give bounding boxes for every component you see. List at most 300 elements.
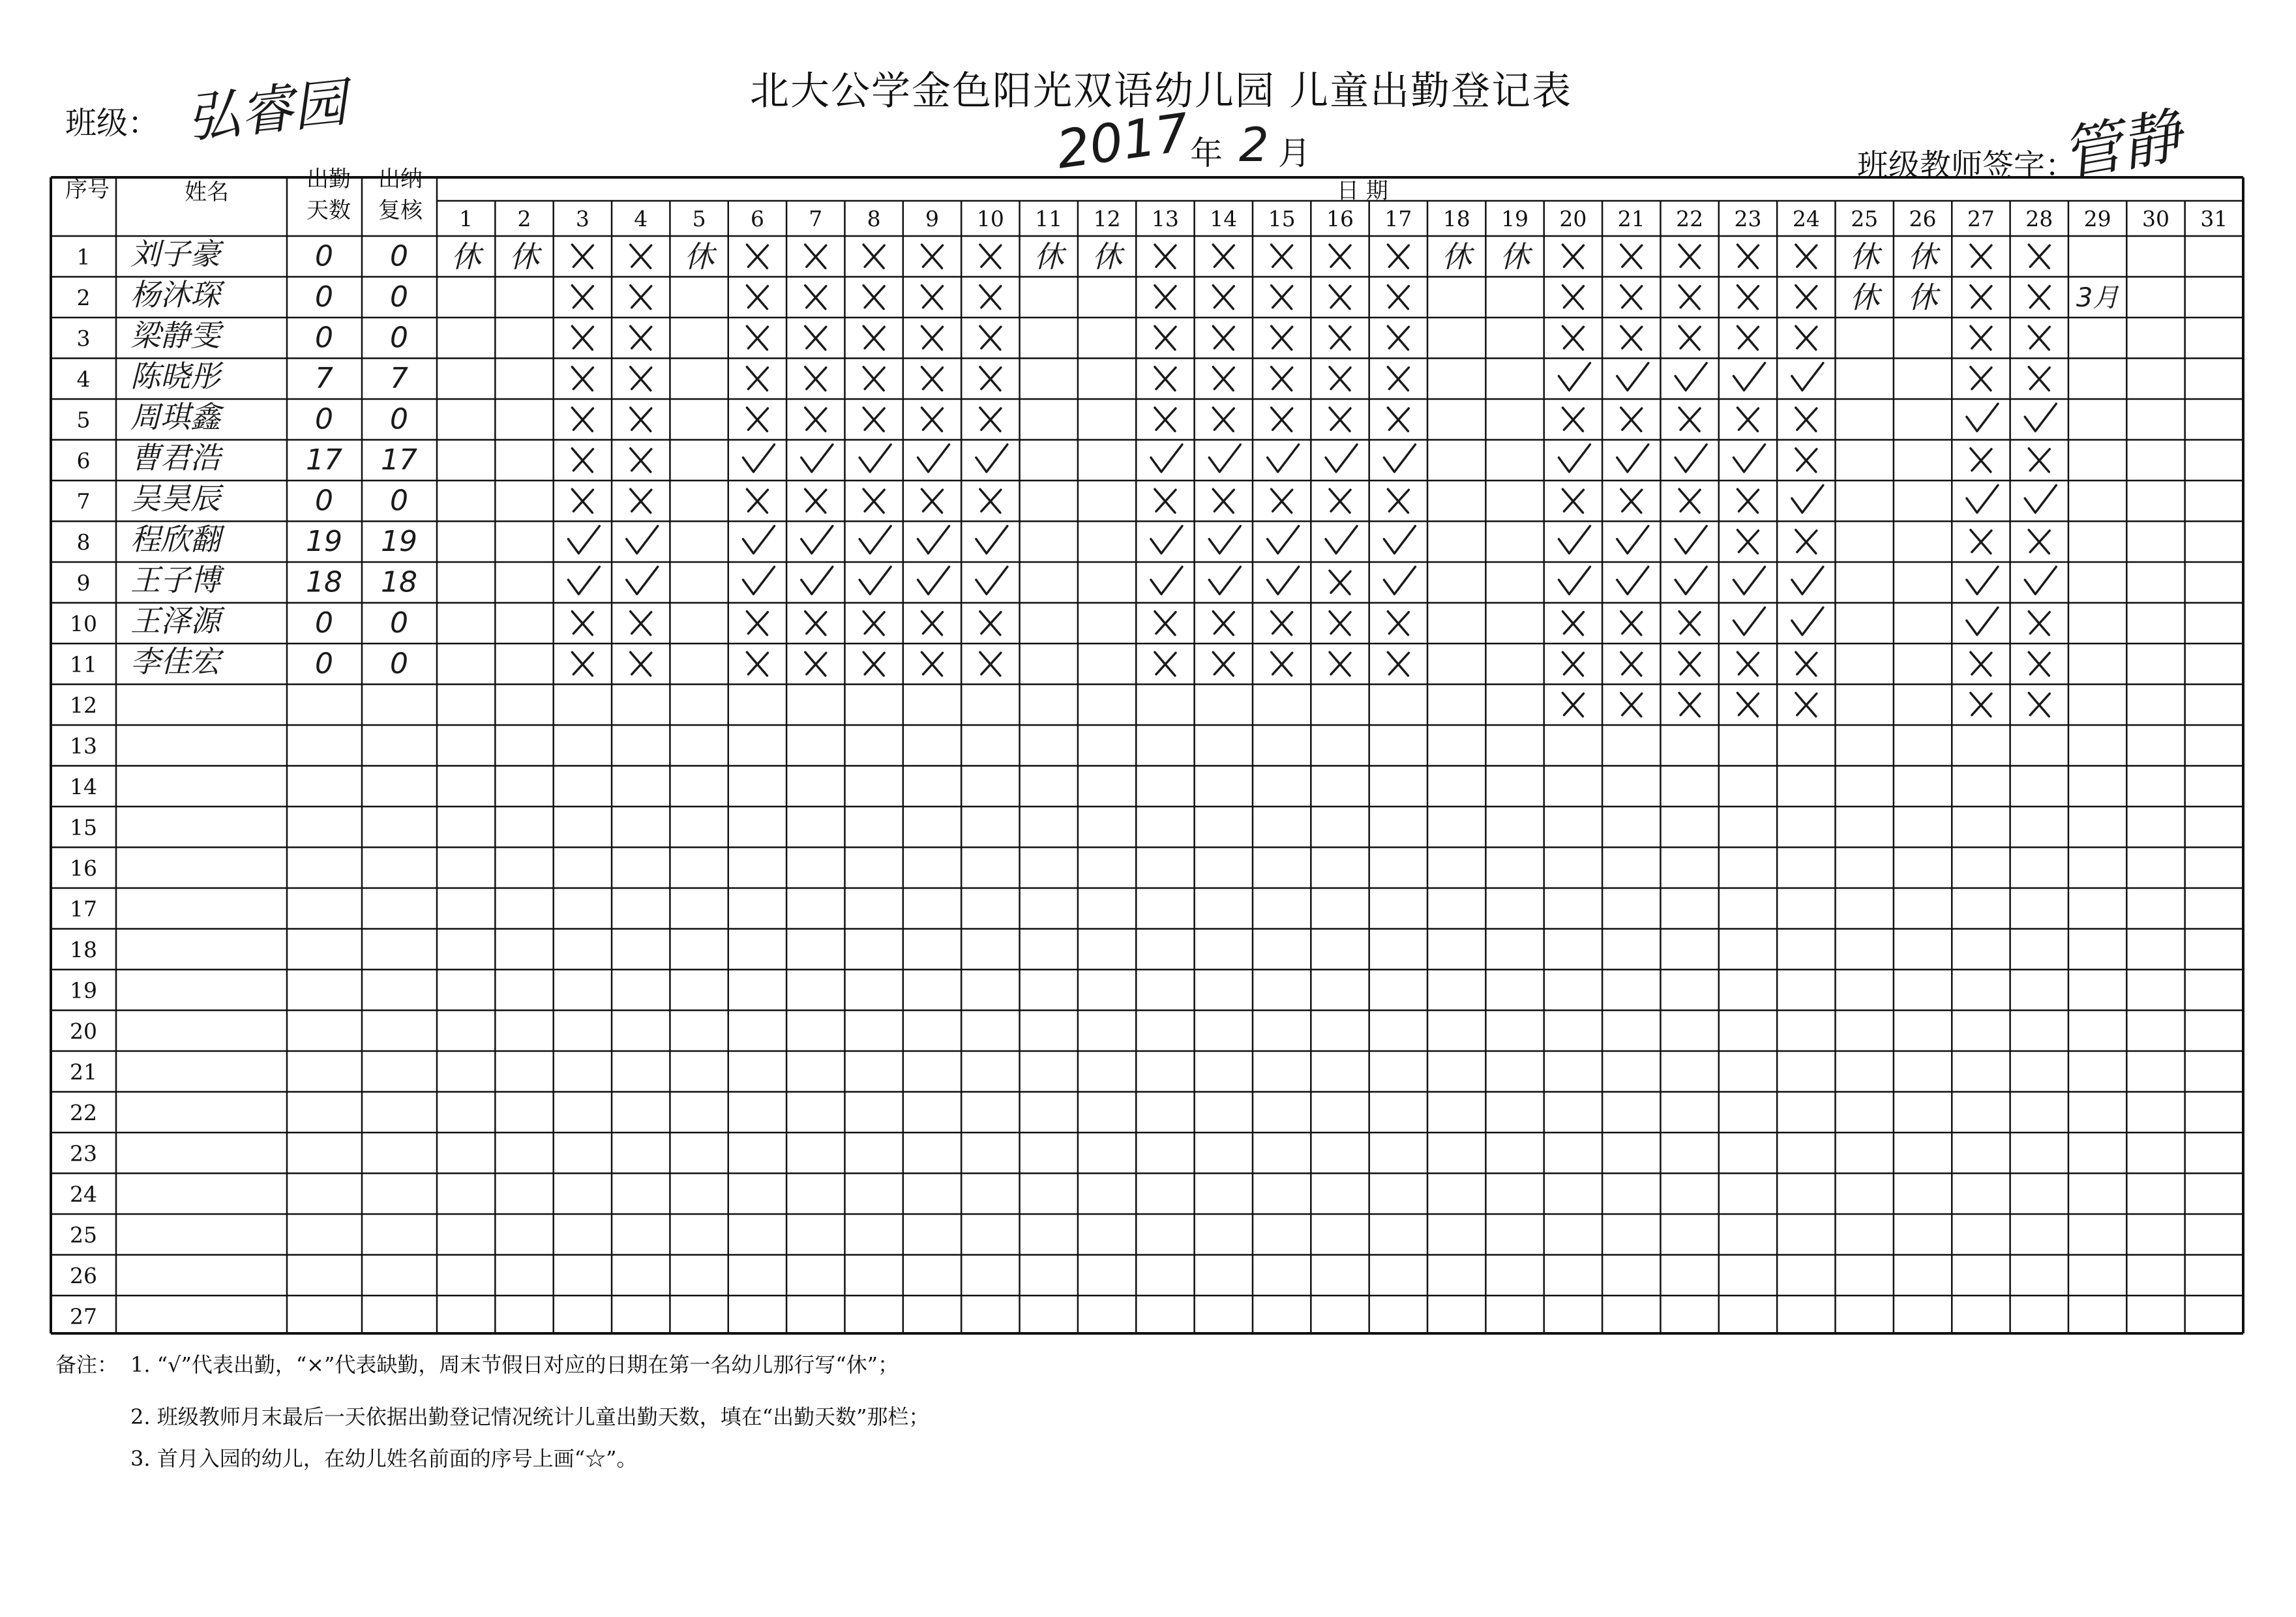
- absent-mark: [631, 652, 651, 675]
- absent-mark: [863, 408, 884, 431]
- absent-mark: [1796, 652, 1817, 675]
- absent-mark: [572, 489, 593, 512]
- row-seq: 1: [76, 244, 91, 270]
- absent-mark: [1155, 245, 1176, 268]
- present-mark: [918, 526, 949, 554]
- absent-mark: [1155, 286, 1176, 309]
- present-mark: [1151, 445, 1182, 472]
- absent-mark: [863, 612, 884, 635]
- teacher-signature: 管静: [2056, 100, 2187, 191]
- date-header-30: 30: [2141, 206, 2169, 231]
- absent-mark: [2029, 326, 2050, 349]
- absent-mark: [2029, 693, 2050, 717]
- date-header-23: 23: [1734, 206, 1762, 231]
- row-seq: 3: [76, 325, 91, 351]
- col-header-seq: 序号: [65, 177, 110, 203]
- absent-mark: [2029, 367, 2050, 391]
- row-seq: 13: [70, 733, 97, 759]
- absent-mark: [1796, 408, 1817, 431]
- month-label: 月: [1278, 134, 1311, 172]
- absent-mark: [1272, 612, 1292, 635]
- absent-mark: [1330, 571, 1350, 594]
- row-seq: 12: [70, 692, 97, 718]
- present-mark: [1792, 485, 1823, 512]
- date-header-10: 10: [976, 206, 1004, 231]
- absent-mark: [1388, 286, 1409, 309]
- row-attendance-days: 18: [306, 565, 342, 599]
- present-mark: [1558, 567, 1590, 594]
- absent-mark: [1679, 489, 1700, 512]
- present-mark: [1967, 404, 1998, 431]
- absent-mark: [747, 408, 768, 431]
- absent-mark: [1388, 489, 1409, 512]
- absent-mark: [572, 326, 593, 349]
- present-mark: [743, 567, 774, 594]
- absent-mark: [1737, 530, 1758, 554]
- date-header-22: 22: [1676, 206, 1704, 231]
- absent-mark: [747, 286, 768, 309]
- present-mark: [1558, 363, 1590, 391]
- row-seq: 26: [70, 1262, 97, 1288]
- date-header-3: 3: [575, 206, 589, 231]
- absent-mark: [1679, 408, 1700, 431]
- date-header-27: 27: [1967, 206, 1995, 231]
- absent-mark: [1330, 326, 1350, 349]
- absent-mark: [1737, 286, 1758, 309]
- absent-mark: [1272, 652, 1292, 675]
- absent-mark: [1155, 367, 1176, 391]
- col-header-check-line1: 出纳: [378, 166, 423, 192]
- absent-mark: [2029, 449, 2050, 472]
- absent-mark: [922, 612, 943, 635]
- row-name: 刘子豪: [130, 236, 220, 272]
- row-seq: 6: [76, 447, 91, 473]
- absent-mark: [1213, 652, 1234, 675]
- absent-mark: [747, 489, 768, 512]
- row-seq: 10: [70, 610, 97, 636]
- absent-mark: [1737, 652, 1758, 675]
- absent-mark: [863, 245, 884, 268]
- absent-mark: [1796, 449, 1817, 472]
- absent-mark: [1621, 612, 1642, 635]
- absent-mark: [572, 612, 593, 635]
- present-mark: [1617, 363, 1648, 391]
- row-name: 梁静雯: [130, 318, 220, 353]
- row-cashier-check: 7: [390, 361, 408, 395]
- present-mark: [801, 526, 833, 554]
- absent-mark: [805, 245, 826, 268]
- absent-mark: [922, 367, 943, 391]
- absent-mark: [747, 652, 768, 675]
- table-rows: [70, 236, 417, 1329]
- row-name: 陈晓彤: [130, 358, 220, 394]
- date-header-row: [459, 206, 2228, 231]
- absent-mark: [1621, 326, 1642, 349]
- date-header-17: 17: [1384, 206, 1412, 231]
- present-mark: [1326, 526, 1357, 554]
- absent-mark: [1971, 245, 1991, 268]
- absent-mark: [631, 245, 651, 268]
- present-mark: [1268, 526, 1299, 554]
- row-attendance-days: 0: [315, 484, 333, 518]
- present-mark: [1384, 445, 1415, 472]
- row-seq: 17: [70, 896, 97, 922]
- row-attendance-days: 0: [315, 402, 333, 436]
- absent-mark: [1330, 286, 1350, 309]
- present-mark: [1384, 526, 1415, 554]
- absent-mark: [1562, 652, 1583, 675]
- year-handwritten: 2017: [1052, 102, 1193, 181]
- absent-mark: [1388, 652, 1409, 675]
- absent-mark: [1679, 286, 1700, 309]
- absent-mark: [805, 652, 826, 675]
- present-mark: [1733, 445, 1765, 472]
- row-name: 李佳宏: [130, 644, 220, 679]
- absent-mark: [1621, 245, 1642, 268]
- present-mark: [801, 445, 833, 472]
- rest-mark: 休: [1034, 239, 1064, 274]
- absent-mark: [1796, 245, 1817, 268]
- date-header-15: 15: [1268, 206, 1296, 231]
- date-header-24: 24: [1792, 206, 1820, 231]
- absent-mark: [922, 652, 943, 675]
- rest-mark: 休: [1500, 239, 1530, 274]
- absent-mark: [980, 326, 1001, 349]
- date-header-29: 29: [2083, 206, 2111, 231]
- rest-mark: 休: [1441, 239, 1472, 274]
- absent-mark: [980, 367, 1001, 391]
- absent-mark: [631, 286, 651, 309]
- absent-mark: [1679, 693, 1700, 717]
- row-seq: 23: [70, 1140, 97, 1166]
- absent-mark: [922, 489, 943, 512]
- present-mark: [1675, 445, 1707, 472]
- absent-mark: [1679, 245, 1700, 268]
- present-mark: [2025, 404, 2056, 431]
- absent-mark: [572, 652, 593, 675]
- absent-mark: [1621, 693, 1642, 717]
- row-attendance-days: 0: [315, 606, 333, 640]
- present-mark: [1209, 526, 1240, 554]
- date-header-2: 2: [517, 206, 531, 231]
- absent-mark: [1679, 652, 1700, 675]
- absent-mark: [1330, 245, 1350, 268]
- absent-mark: [1562, 612, 1583, 635]
- present-mark: [1151, 567, 1182, 594]
- row-name: 王泽源: [130, 602, 220, 638]
- absent-mark: [572, 449, 593, 472]
- absent-mark: [1213, 326, 1234, 349]
- present-mark: [2025, 485, 2056, 512]
- absent-mark: [2029, 286, 2050, 309]
- col-header-name: 姓名: [185, 179, 229, 205]
- absent-mark: [1330, 652, 1350, 675]
- absent-mark: [631, 449, 651, 472]
- absent-mark: [1971, 530, 1991, 554]
- month-handwritten: 2: [1239, 117, 1269, 172]
- absent-mark: [1562, 286, 1583, 309]
- present-mark: [1558, 445, 1590, 472]
- absent-mark: [572, 286, 593, 309]
- row-cashier-check: 0: [390, 484, 408, 518]
- absent-mark: [863, 326, 884, 349]
- present-mark: [1558, 526, 1590, 554]
- row-attendance-days: 0: [315, 280, 333, 314]
- absent-mark: [631, 367, 651, 391]
- absent-mark: [1737, 693, 1758, 717]
- absent-mark: [1796, 693, 1817, 717]
- absent-mark: [2029, 245, 2050, 268]
- absent-mark: [1971, 286, 1991, 309]
- row-seq: 19: [70, 977, 97, 1003]
- row-name: 吴昊辰: [130, 481, 220, 516]
- present-mark: [1268, 445, 1299, 472]
- absent-mark: [1155, 652, 1176, 675]
- absent-mark: [1679, 326, 1700, 349]
- rest-mark: 休: [1907, 239, 1938, 274]
- present-mark: [2025, 567, 2056, 594]
- absent-mark: [2029, 652, 2050, 675]
- absent-mark: [1213, 489, 1234, 512]
- date-header-25: 25: [1851, 206, 1879, 231]
- date-header-5: 5: [692, 206, 706, 231]
- row-cashier-check: 17: [381, 443, 417, 477]
- rest-mark: 休: [1849, 279, 1880, 315]
- absent-mark: [1330, 408, 1350, 431]
- rest-mark: 休: [684, 239, 715, 274]
- absent-mark: [805, 612, 826, 635]
- absent-mark: [922, 286, 943, 309]
- absent-mark: [1272, 286, 1292, 309]
- absent-mark: [805, 286, 826, 309]
- absent-mark: [1213, 367, 1234, 391]
- absent-mark: [1621, 489, 1642, 512]
- row-seq: 9: [76, 570, 91, 596]
- absent-mark: [1971, 693, 1991, 717]
- row-seq: 8: [76, 529, 91, 555]
- attendance-marks: [451, 239, 2120, 717]
- row-seq: 7: [76, 488, 91, 514]
- absent-mark: [747, 367, 768, 391]
- absent-mark: [980, 652, 1001, 675]
- date-header-21: 21: [1617, 206, 1645, 231]
- present-mark: [743, 445, 774, 472]
- date-header-6: 6: [750, 206, 764, 231]
- absent-mark: [1272, 408, 1292, 431]
- absent-mark: [863, 489, 884, 512]
- row-attendance-days: 17: [306, 443, 342, 477]
- absent-mark: [922, 408, 943, 431]
- absent-mark: [1155, 612, 1176, 635]
- present-mark: [1733, 608, 1765, 635]
- absent-mark: [631, 408, 651, 431]
- row-seq: 15: [70, 814, 97, 840]
- note-item-1: 1. “√”代表出勤，“×”代表缺勤，周末节假日对应的日期在第一名幼儿那行写“休”；: [130, 1352, 899, 1377]
- absent-mark: [980, 489, 1001, 512]
- present-mark: [1209, 567, 1240, 594]
- row-seq: 22: [70, 1099, 97, 1125]
- month-end-note: 3月: [2076, 282, 2119, 313]
- present-mark: [1675, 567, 1707, 594]
- absent-mark: [1272, 489, 1292, 512]
- present-mark: [1209, 445, 1240, 472]
- absent-mark: [572, 245, 593, 268]
- present-mark: [1151, 526, 1182, 554]
- absent-mark: [631, 326, 651, 349]
- present-mark: [1384, 567, 1415, 594]
- teacher-sign-label: 班级教师签字：: [1857, 147, 2077, 184]
- absent-mark: [1621, 286, 1642, 309]
- present-mark: [1792, 608, 1823, 635]
- present-mark: [976, 567, 1007, 594]
- absent-mark: [1562, 408, 1583, 431]
- date-header-16: 16: [1326, 206, 1354, 231]
- absent-mark: [1155, 326, 1176, 349]
- absent-mark: [1971, 449, 1991, 472]
- absent-mark: [1562, 245, 1583, 268]
- absent-mark: [980, 612, 1001, 635]
- present-mark: [859, 445, 891, 472]
- date-header-26: 26: [1909, 206, 1937, 231]
- col-header-days-line1: 出勤: [306, 166, 351, 192]
- absent-mark: [747, 612, 768, 635]
- row-cashier-check: 0: [390, 402, 408, 436]
- present-mark: [1733, 363, 1765, 391]
- absent-mark: [1737, 326, 1758, 349]
- present-mark: [859, 567, 891, 594]
- absent-mark: [1388, 408, 1409, 431]
- absent-mark: [631, 612, 651, 635]
- present-mark: [976, 445, 1007, 472]
- absent-mark: [747, 245, 768, 268]
- present-mark: [1675, 526, 1707, 554]
- sheet-title: 北大公学金色阳光双语幼儿园 儿童出勤登记表: [750, 68, 1573, 114]
- date-header-20: 20: [1559, 206, 1587, 231]
- absent-mark: [1971, 326, 1991, 349]
- absent-mark: [1213, 286, 1234, 309]
- date-header-31: 31: [2200, 206, 2228, 231]
- rest-mark: 休: [1092, 239, 1122, 274]
- row-seq: 25: [70, 1222, 97, 1248]
- absent-mark: [922, 326, 943, 349]
- row-seq: 27: [70, 1303, 97, 1329]
- absent-mark: [863, 286, 884, 309]
- row-name: 程欣翻: [130, 521, 220, 557]
- row-name: 杨沐琛: [130, 276, 220, 312]
- note-item-2: 2. 班级教师月末最后一天依据出勤登记情况统计儿童出勤天数，填在“出勤天数”那栏；: [130, 1404, 930, 1429]
- present-mark: [1967, 567, 1998, 594]
- present-mark: [568, 526, 599, 554]
- present-mark: [1326, 445, 1357, 472]
- row-attendance-days: 19: [306, 524, 342, 558]
- present-mark: [568, 567, 599, 594]
- present-mark: [1617, 445, 1648, 472]
- present-mark: [1792, 567, 1823, 594]
- row-seq: 16: [70, 855, 97, 881]
- rest-mark: 休: [451, 239, 481, 274]
- present-mark: [1617, 526, 1648, 554]
- present-mark: [976, 526, 1007, 554]
- rest-mark: 休: [1907, 279, 1938, 315]
- row-cashier-check: 0: [390, 606, 408, 640]
- absent-mark: [1330, 612, 1350, 635]
- row-cashier-check: 0: [390, 239, 408, 273]
- absent-mark: [1213, 408, 1234, 431]
- row-cashier-check: 0: [390, 647, 408, 681]
- absent-mark: [1388, 367, 1409, 391]
- row-seq: 21: [70, 1059, 97, 1085]
- row-seq: 5: [76, 407, 91, 433]
- date-header-7: 7: [809, 206, 823, 231]
- absent-mark: [1796, 530, 1817, 554]
- rest-mark: 休: [1849, 239, 1880, 274]
- table-grid-lines: [51, 177, 2243, 1333]
- present-mark: [1792, 363, 1823, 391]
- present-mark: [1617, 567, 1648, 594]
- present-mark: [1733, 567, 1765, 594]
- absent-mark: [863, 367, 884, 391]
- absent-mark: [1213, 245, 1234, 268]
- row-seq: 18: [70, 936, 97, 962]
- absent-mark: [1562, 326, 1583, 349]
- absent-mark: [1737, 489, 1758, 512]
- present-mark: [627, 526, 658, 554]
- date-header-13: 13: [1151, 206, 1179, 231]
- row-seq: 4: [76, 366, 91, 392]
- absent-mark: [980, 408, 1001, 431]
- row-seq: 11: [70, 651, 97, 677]
- rest-mark: 休: [509, 239, 540, 274]
- present-mark: [801, 567, 833, 594]
- date-header-12: 12: [1093, 206, 1121, 231]
- absent-mark: [1155, 408, 1176, 431]
- absent-mark: [1330, 489, 1350, 512]
- row-attendance-days: 7: [315, 361, 333, 395]
- absent-mark: [2029, 612, 2050, 635]
- absent-mark: [1971, 652, 1991, 675]
- absent-mark: [863, 652, 884, 675]
- absent-mark: [1562, 489, 1583, 512]
- row-name: 周琪鑫: [130, 399, 220, 435]
- absent-mark: [980, 245, 1001, 268]
- date-header-19: 19: [1501, 206, 1529, 231]
- col-header-date-group: 日 期: [1337, 178, 1388, 204]
- row-name: 王子博: [130, 562, 220, 598]
- absent-mark: [1272, 326, 1292, 349]
- absent-mark: [1796, 326, 1817, 349]
- absent-mark: [1971, 367, 1991, 391]
- absent-mark: [805, 367, 826, 391]
- absent-mark: [922, 245, 943, 268]
- absent-mark: [1562, 693, 1583, 717]
- present-mark: [1967, 485, 1998, 512]
- row-cashier-check: 19: [381, 524, 417, 558]
- absent-mark: [805, 489, 826, 512]
- note-item-3: 3. 首月入园的幼儿，在幼儿姓名前面的序号上画“☆”。: [130, 1446, 638, 1471]
- row-seq: 14: [70, 773, 97, 799]
- date-header-9: 9: [925, 206, 940, 231]
- present-mark: [627, 567, 658, 594]
- class-label: 班级：: [65, 105, 160, 141]
- row-seq: 24: [70, 1181, 97, 1207]
- absent-mark: [2029, 530, 2050, 554]
- absent-mark: [1272, 367, 1292, 391]
- absent-mark: [1621, 408, 1642, 431]
- present-mark: [743, 526, 774, 554]
- notes-label: 备注：: [55, 1352, 119, 1377]
- col-header-check-line2: 复核: [378, 198, 423, 224]
- absent-mark: [1737, 245, 1758, 268]
